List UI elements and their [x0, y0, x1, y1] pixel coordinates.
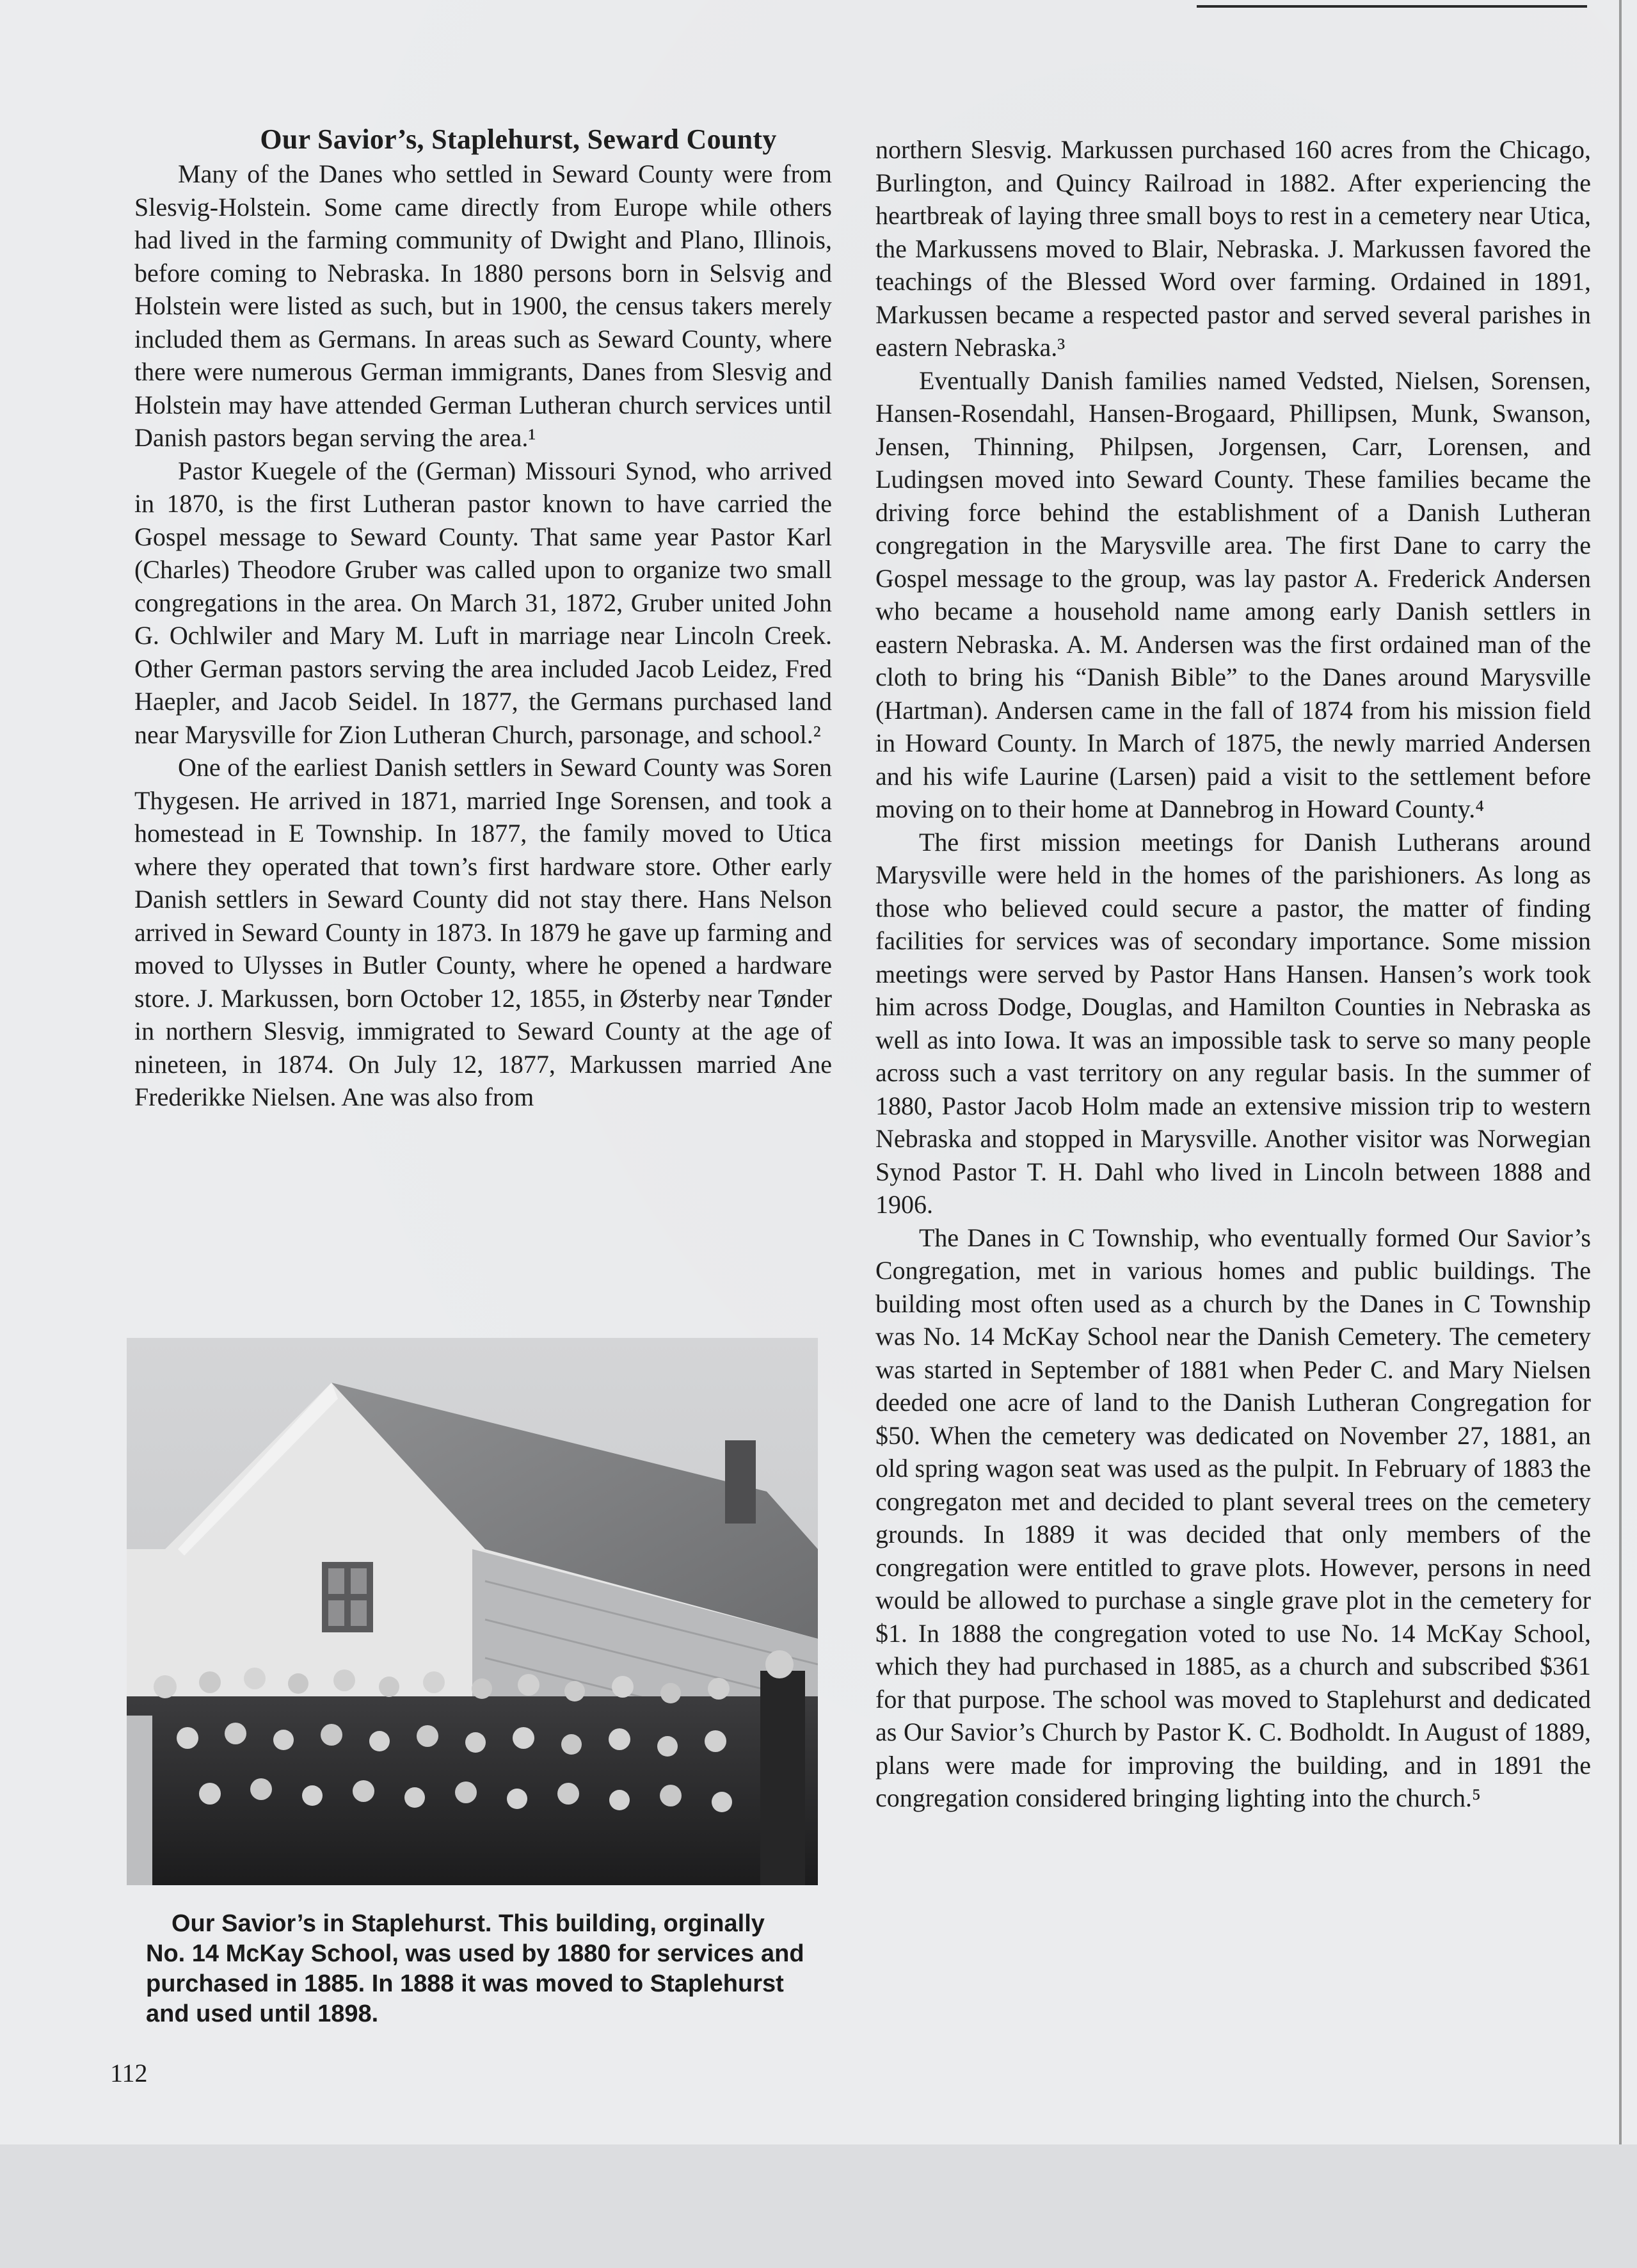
top-rule [1197, 5, 1587, 8]
paragraph-pastor-kuegele: Pastor Kuegele of the (German) Missouri Synod, who arrived in 1870, is the first Lutheran pastor known to have carried the Gospel message to Seward County. That same year Pastor Karl (Charles) Theodore Gruber was called upon to organize two small congregations in the area. On March 31, 1872, Gruber united John G. Ochlwiler and Mary M. Luft in marriage near Lincoln Creek. Other German pastors serving the area included Jacob Leidez, Fred Haepler, and Jacob Seidel. In 1877, the Germans purchased land near Marysville for Zion Lutheran Church, parsonage, and school.² [134, 456, 832, 749]
page-edge [1619, 0, 1622, 2144]
church-group-photo [127, 1338, 818, 1885]
scan-margin [0, 2144, 1637, 2268]
page-number: 112 [110, 2059, 148, 2087]
left-column [134, 122, 832, 1114]
paragraph-slesvig-holstein: Many of the Danes who settled in Seward County were from Slesvig-Holstein. Some came directly from Europe while others had lived in the farming community of Dwight and Plano, Illinois, before coming to Nebraska. In 1880 persons born in Selsvig and Holstein were listed as such, but in 1900, the census takers merely included them as Germans. In areas such as Seward County, where there were numerous German immigrants, Danes from Slesvig and Holstein may have attended German Lutheran church services until Danish pastors began serving the area.¹ [134, 159, 832, 452]
paragraph-danish-families: Eventually Danish families named Vedsted, Nielsen, Sorensen, Hansen-Rosendahl, Hansen-Brogaard, Phillipsen, Munk, Swanson, Jensen, Thinning, Philpsen, Jorgensen, Carr, Lorensen, and Ludingsen moved into Seward County. These families became the driving force behind the establishment of a Danish Lutheran congregation in the Marysville area. The first Dane to carry the Gospel message to the group, was lay pastor A. Frederick Andersen who became a household name among early Danish settlers in eastern Nebraska. A. M. Andersen was the first ordained man of the cloth to bring his “Danish Bible” to the Danes around Marysville (Hartman). Andersen came in the fall of 1874 from his mission field in Howard County. In March of 1875, the newly married Andersen and his wife Laurine (Larsen) paid a visit to the settlement before moving on to their home at Dannebrog in Howard County.⁴ [875, 366, 1591, 823]
article-title: Our Savior’s, Staplehurst, Seward County [260, 124, 777, 155]
paragraph-mission-meetings: The first mission meetings for Danish Lutherans around Marysville were held in the homes of the parishioners. As long as those who believed could secure a pastor, the matter of finding facilities for services was of secondary importance. Some mission meetings were served by Pastor Hans Hansen. Hansen’s work took him across Dodge, Douglas, and Hamilton Counties in Nebraska as well as into Iowa. It was an impossible task to serve so many people across such a vast territory on any regular basis. In the summer of 1880, Pastor Jacob Holm made an extensive mission trip to western Nebraska and stopped in Marysville. Another visitor was Norwegian Synod Pastor T. H. Dahl who lived in Lincoln between 1888 and 1906. [875, 827, 1591, 1219]
photo-caption: Our Savior’s in Staplehurst. This building, orginally No. 14 McKay School, was used by 1880 for services and purchased in 1885. In 1888 it was moved to Staplehurst and used until 1898. [146, 1910, 804, 2027]
paragraph-soren-thygesen: One of the earliest Danish settlers in Seward County was Soren Thygesen. He arrived in 1871, married Inge Sorensen, and took a homestead in E Township. In 1877, the family moved to Utica where they operated that town’s first hardware store. Other early Danish settlers in Seward County did not stay there. Hans Nelson arrived in Seward County in 1873. In 1879 he gave up farming and moved to Ulysses in Butler County, where he opened a hardware store. J. Markussen, born October 12, 1855, in Østerby near Tønder in northern Slesvig, immigrated to Seward County at the age of nineteen, in 1874. On July 12, 1877, Markussen married Ane Frederikke Nielsen. Ane was also from [134, 753, 832, 1111]
right-column [875, 133, 1591, 1815]
paragraph-markussen-continued: northern Slesvig. Markussen purchased 160 acres from the Chicago, Burlington, and Quincy Railroad in 1882. After experiencing the heartbreak of laying three small boys to rest in a cemetery near Utica, the Markussens moved to Blair, Nebraska. J. Markussen favored the teachings of the Blessed Word over farming. Ordained in 1891, Markussen became a respected pastor and served several parishes in eastern Nebraska.³ [875, 135, 1591, 362]
paragraph-c-township: The Danes in C Township, who eventually formed Our Savior’s Congregation, met in various homes and public buildings. The building most often used as a church by the Danes in C Township was No. 14 McKay School near the Danish Cemetery. The cemetery was started in September of 1881 when Peder C. and Mary Nielsen deeded one acre of land to the Danish Lutheran Congregation for $50. When the cemetery was dedicated on November 27, 1881, an old spring wagon seat was used as the pulpit. In February of 1883 the congregaton met and decided to plant several trees on the cemetery grounds. In 1889 it was decided that only members of the congregation were entitled to grave plots. However, persons in need would be allowed to purchase a single grave plot in the cemetery for $1. In 1888 the congregation voted to use No. 14 McKay School, which they had purchased in 1885, as a church and subscribed $361 for that purpose. The school was moved to Staplehurst and dedicated as Our Savior’s Church by Pastor K. C. Bodholdt. In August of 1889, plans were made for improving the building, and in 1891 the congregation considered bringing lighting into the church.⁵ [875, 1223, 1591, 1812]
